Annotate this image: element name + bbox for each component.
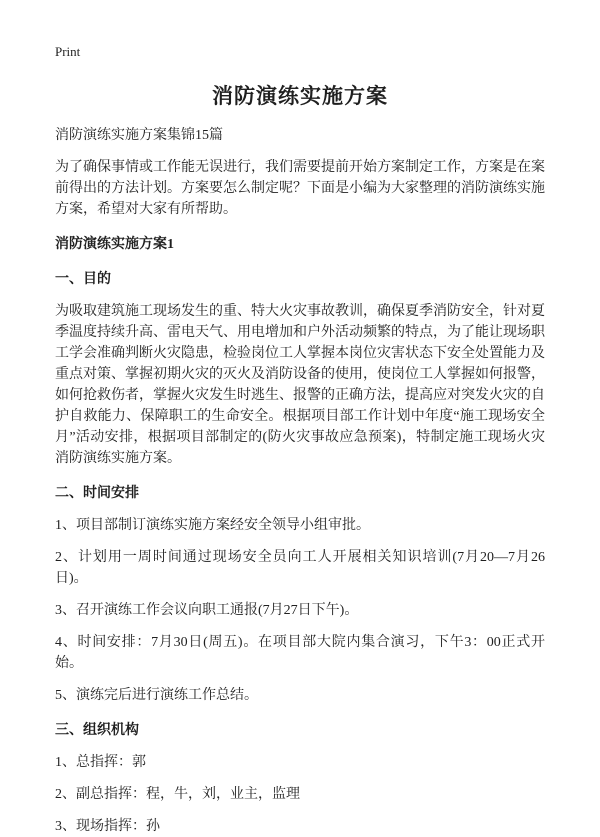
section-heading-purpose: 一、目的 <box>55 272 111 287</box>
section-heading-schedule: 二、时间安排 <box>55 486 139 501</box>
list-item: 2、副总指挥：程，牛，刘，业主，监理 <box>55 787 300 802</box>
list-item: 1、总指挥：郭 <box>55 755 146 770</box>
list-item: 5、演练完后进行演练工作总结。 <box>55 688 258 703</box>
list-item: 1、项目部制订演练实施方案经安全领导小组审批。 <box>55 518 370 533</box>
print-button[interactable]: Print <box>55 44 81 59</box>
page-title: 消防演练实施方案 <box>212 84 388 108</box>
list-item: 3、现场指挥：孙 <box>55 819 160 834</box>
doc-subtitle: 消防演练实施方案集锦15篇 <box>55 128 223 143</box>
section-paragraph: 为吸取建筑施工现场发生的重、特大火灾事故教训，确保夏季消防安全，针对夏季温度持续升高、雷电天气、用电增加和户外活动频繁的特点，为了能让现场职工学会准确判断火灾隐患，检验岗位工人掌握本岗位灾害状态下安全处置能力及重点对策、掌握初期火灾的灭火及消防设备的使用，使岗位工人掌握如何报警，如何抢救伤者，掌握火灾发生时逃生、报警的正确方法，提高应对突发火灾的自护自救能力、保障职工的生命安全。根据项目部工作计划中年度“施工现场安全月”活动安排，根据项目部制定的(防火灾事故应急预案)，特制定施工现场火灾消防演练实施方案。 <box>55 304 545 466</box>
section-heading-organization: 三、组织机构 <box>55 723 139 738</box>
intro-paragraph: 为了确保事情或工作能无误进行，我们需要提前开始方案制定工作，方案是在案前得出的方法计划。方案要怎么制定呢？下面是小编为大家整理的消防演练实施方案，希望对大家有所帮助。 <box>55 160 545 217</box>
list-item: 2、计划用一周时间通过现场安全员向工人开展相关知识培训(7月20—7月26日)。 <box>55 550 545 586</box>
list-item: 4、时间安排：7月30日(周五)。在项目部大院内集合演习，下午3：00正式开始。 <box>55 635 545 671</box>
list-item: 3、召开演练工作会议向职工通报(7月27日下午)。 <box>55 603 359 618</box>
doc-variant-heading: 消防演练实施方案1 <box>55 237 174 252</box>
